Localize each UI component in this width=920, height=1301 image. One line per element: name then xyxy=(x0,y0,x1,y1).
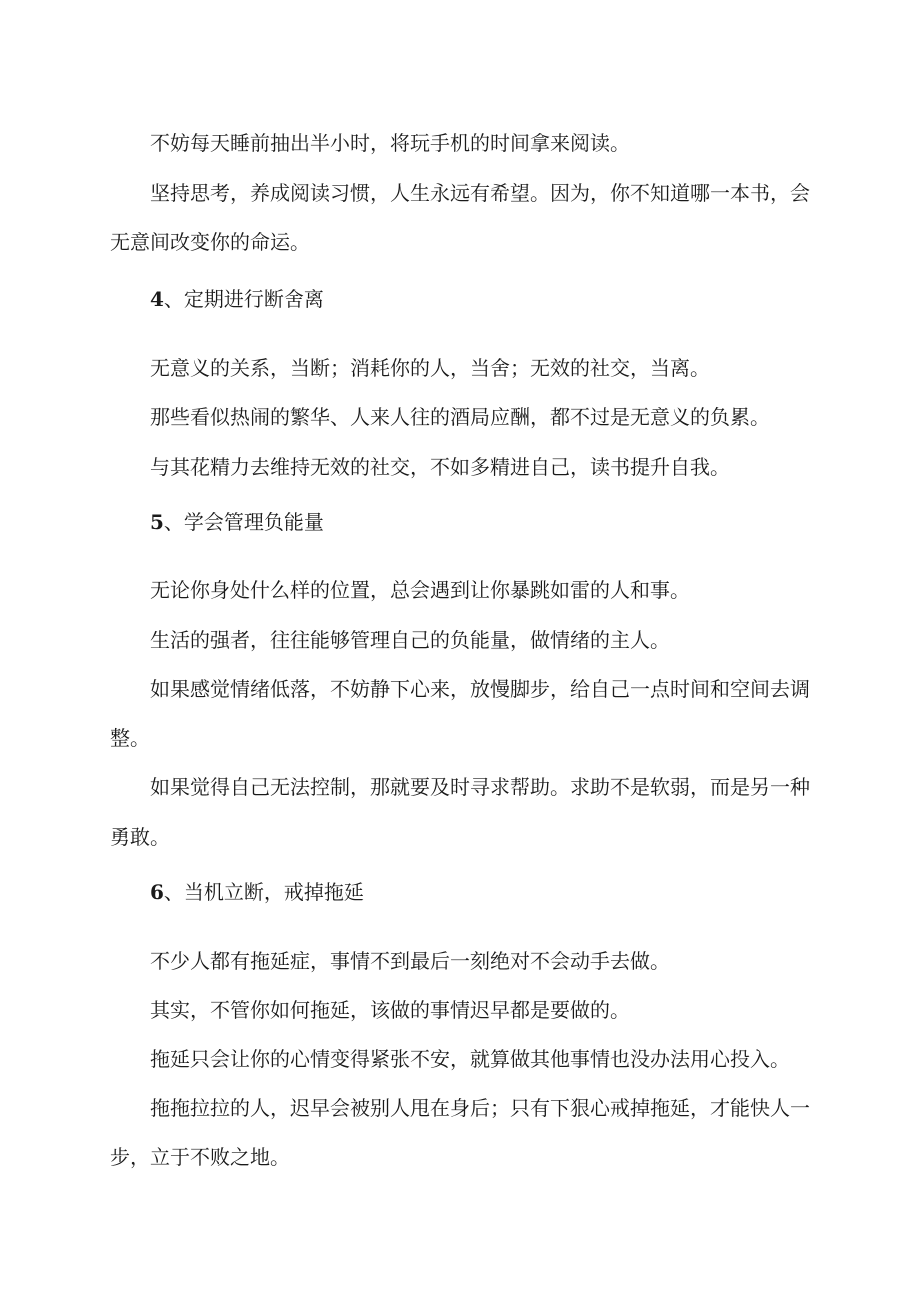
paragraph-line: 不妨每天睡前抽出半小时，将玩手机的时间拿来阅读。 xyxy=(150,131,630,155)
paragraph-line: 如果感觉情绪低落，不妨静下心来，放慢脚步，给自己一点时间和空间去调 xyxy=(150,677,810,701)
section-heading-4 xyxy=(150,287,324,311)
paragraph-line: 生活的强者，往往能够管理自己的负能量，做情绪的主人。 xyxy=(150,628,670,652)
paragraph-line: 拖拖拉拉的人，迟早会被别人甩在身后；只有下狠心戒掉拖延，才能快人一 xyxy=(150,1096,810,1120)
paragraph-line: 其实，不管你如何拖延，该做的事情迟早都是要做的。 xyxy=(150,998,630,1022)
section-number: 6 xyxy=(150,880,164,904)
paragraph-line: 与其花精力去维持无效的社交，不如多精进自己，读书提升自我。 xyxy=(150,455,730,479)
paragraph-line: 不少人都有拖延症，事情不到最后一刻绝对不会动手去做。 xyxy=(150,949,670,973)
section-number: 5 xyxy=(150,510,164,534)
paragraph-line: 无论你身处什么样的位置，总会遇到让你暴跳如雷的人和事。 xyxy=(150,578,690,602)
section-title: 、当机立断，戒掉拖延 xyxy=(163,880,364,904)
section-title: 、定期进行断舍离 xyxy=(163,287,324,311)
paragraph-line: 坚持思考，养成阅读习惯，人生永远有希望。因为，你不知道哪一本书，会 xyxy=(150,181,810,205)
paragraph-line: 那些看似热闹的繁华、人来人往的酒局应酬，都不过是无意义的负累。 xyxy=(150,405,770,429)
section-title: 、学会管理负能量 xyxy=(163,510,324,534)
paragraph-line: 如果觉得自己无法控制，那就要及时寻求帮助。求助不是软弱，而是另一种 xyxy=(150,775,810,799)
section-heading-6 xyxy=(150,880,364,904)
section-number: 4 xyxy=(150,287,164,311)
paragraph-line: 整。 xyxy=(110,726,150,750)
paragraph-line: 无意间改变你的命运。 xyxy=(110,230,310,254)
paragraph-line: 勇敢。 xyxy=(110,825,170,849)
paragraph-line: 无意义的关系，当断；消耗你的人，当舍；无效的社交，当离。 xyxy=(150,356,710,380)
section-heading-5 xyxy=(150,510,324,534)
paragraph-line: 拖延只会让你的心情变得紧张不安，就算做其他事情也没办法用心投入。 xyxy=(150,1047,790,1071)
paragraph-line: 步，立于不败之地。 xyxy=(110,1145,290,1169)
